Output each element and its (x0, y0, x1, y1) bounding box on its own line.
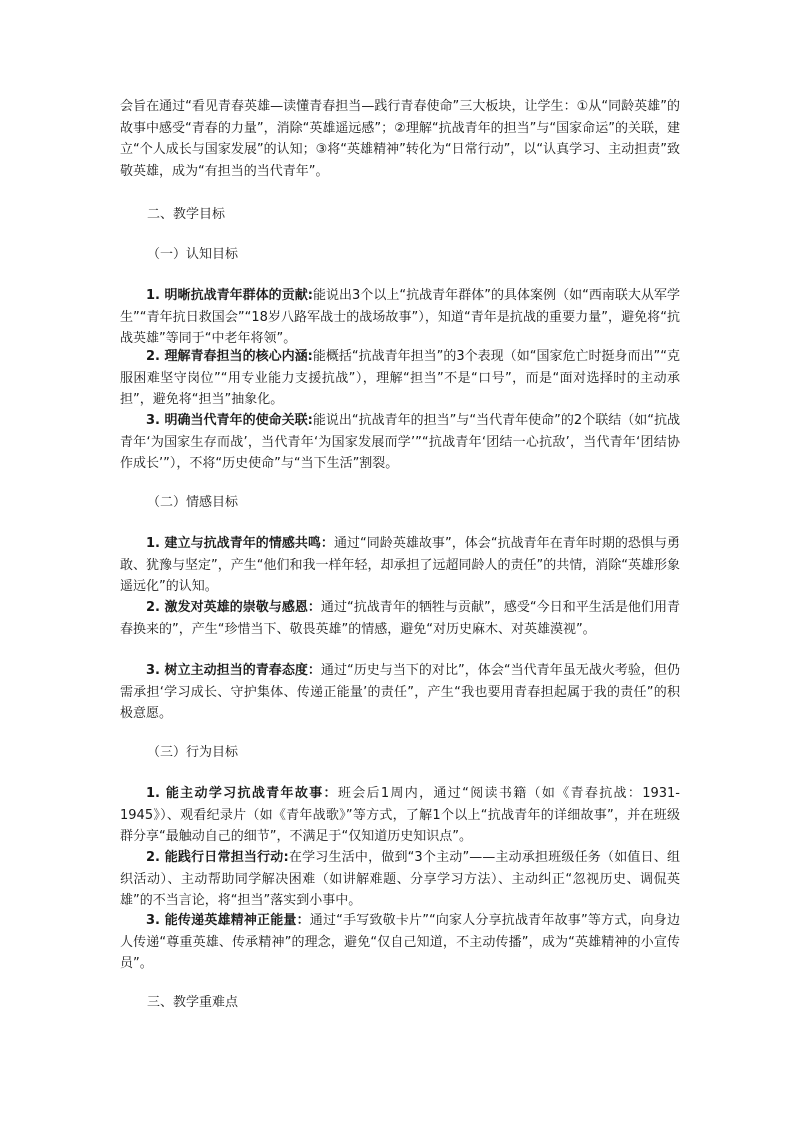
behavioral-item-2 (120, 847, 680, 912)
cognitive-item-3 (120, 410, 680, 475)
item-text: 通过“历史与当下的对比”，体会“当代青年虽无战火考验，但仍需承担‘学习成长、守护集体、传递正能量’的责任”，产生“我也要用青春担起属于我的责任”的积极意愿。 (120, 663, 680, 721)
item-label: 3. 能传递英雄精神正能量： (146, 913, 310, 928)
item-label: 3. 明确当代青年的使命关联: (146, 413, 313, 428)
item-text: 能概括“抗战青年担当”的3个表现（如“国家危亡时挺身而出”“克服困难坚守岗位”“用专业能力支援抗战”），理解“担当”不是“口号”，而是“面对选择时的主动承担”，避免将“担当”抽象化。 (120, 349, 680, 407)
subsection-heading-behavioral: （三）行为目标 (147, 745, 239, 760)
emotional-item-1 (120, 533, 680, 598)
subsection-heading-emotional: （二）情感目标 (147, 495, 239, 510)
item-label: 1. 建立与抗战青年的情感共鸣： (146, 536, 334, 551)
item-text: 通过“手写致敬卡片”“向家人分享抗战青年故事”等方式，向身边人传递“尊重英雄、传承精神”的理念，避免“仅自己知道，不主动传播”，成为“英雄精神的小宣传员”。 (120, 913, 680, 971)
item-label: 2. 激发对英雄的崇敬与感恩： (146, 600, 321, 615)
item-text: 在学习生活中，做到“3个主动”——主动承担班级任务（如值日、组织活动）、主动帮助同学解决困难（如讲解难题、分享学习方法）、主动纠正“忽视历史、调侃英雄”的不当言论，将“担当”落实到小事中。 (120, 850, 680, 908)
emotional-item-2 (120, 597, 680, 640)
cognitive-item-2 (120, 346, 680, 411)
intro-paragraph: 会旨在通过“看见青春英雄—读懂青春担当—践行青春使命”三大板块，让学生：①从“同龄英雄”的故事中感受“青春的力量”，消除“英雄遥远感”；②理解“抗战青年的担当”与“国家命运”的关联，建立“个人成长与国家发展”的认知；③将“英雄精神”转化为“日常行动”，以“认真学习、主动担责”致敬英雄，成为“有担当的当代青年”。 (120, 99, 680, 179)
behavioral-item-3 (120, 910, 680, 975)
cognitive-item-1 (120, 285, 680, 350)
item-text: 班会后1周内，通过“阅读书籍（如《青春抗战：1931-1945》）、观看纪录片（如《青年战歌》”等方式，了解1个以上“抗战青年的详细故事”，并在班级群分享“最触动自己的细节”，不满足于“仅知道历史知识点”。 (120, 786, 680, 844)
emotional-item-3 (120, 660, 680, 725)
item-text: 能说出“抗战青年的担当”与“当代青年使命”的2个联结（如“抗战青年‘为国家生存而战’，当代青年‘为国家发展而学’”“抗战青年‘团结一心抗敌’，当代青年‘团结协作成长’”），不将“历史使命”与“当下生活”割裂。 (120, 413, 680, 471)
behavioral-item-1 (120, 783, 680, 848)
item-label: 2. 能践行日常担当行动: (146, 850, 289, 865)
item-label: 1. 能主动学习抗战青年故事： (146, 786, 338, 801)
subsection-heading-cognitive: （一）认知目标 (147, 247, 239, 262)
item-text: 通过“同龄英雄故事”，体会“抗战青年在青年时期的恐惧与勇敢、犹豫与坚定”，产生“他们和我一样年轻，却承担了远超同龄人的责任”的共情，消除“英雄形象遥远化”的认知。 (120, 536, 680, 594)
section-heading-teaching-goals: 二、教学目标 (147, 207, 226, 222)
section-heading-key-difficulties: 三、教学重难点 (147, 995, 239, 1010)
item-text: 通过“抗战青年的牺牲与贡献”，感受“今日和平生活是他们用青春换来的”，产生“珍惜当下、敬畏英雄”的情感，避免“对历史麻木、对英雄漠视”。 (120, 600, 680, 637)
item-label: 2. 理解青春担当的核心内涵: (146, 349, 313, 364)
item-text: 能说出3个以上“抗战青年群体”的具体案例（如“西南联大从军学生”“青年抗日救国会”“18岁八路军战士的战场故事”），知道“青年是抗战的重要力量”，避免将“抗战英雄”等同于“中老年将领”。 (120, 288, 680, 346)
item-label: 1. 明晰抗战青年群体的贡献: (146, 288, 313, 303)
item-label: 3. 树立主动担当的青春态度： (146, 663, 321, 678)
